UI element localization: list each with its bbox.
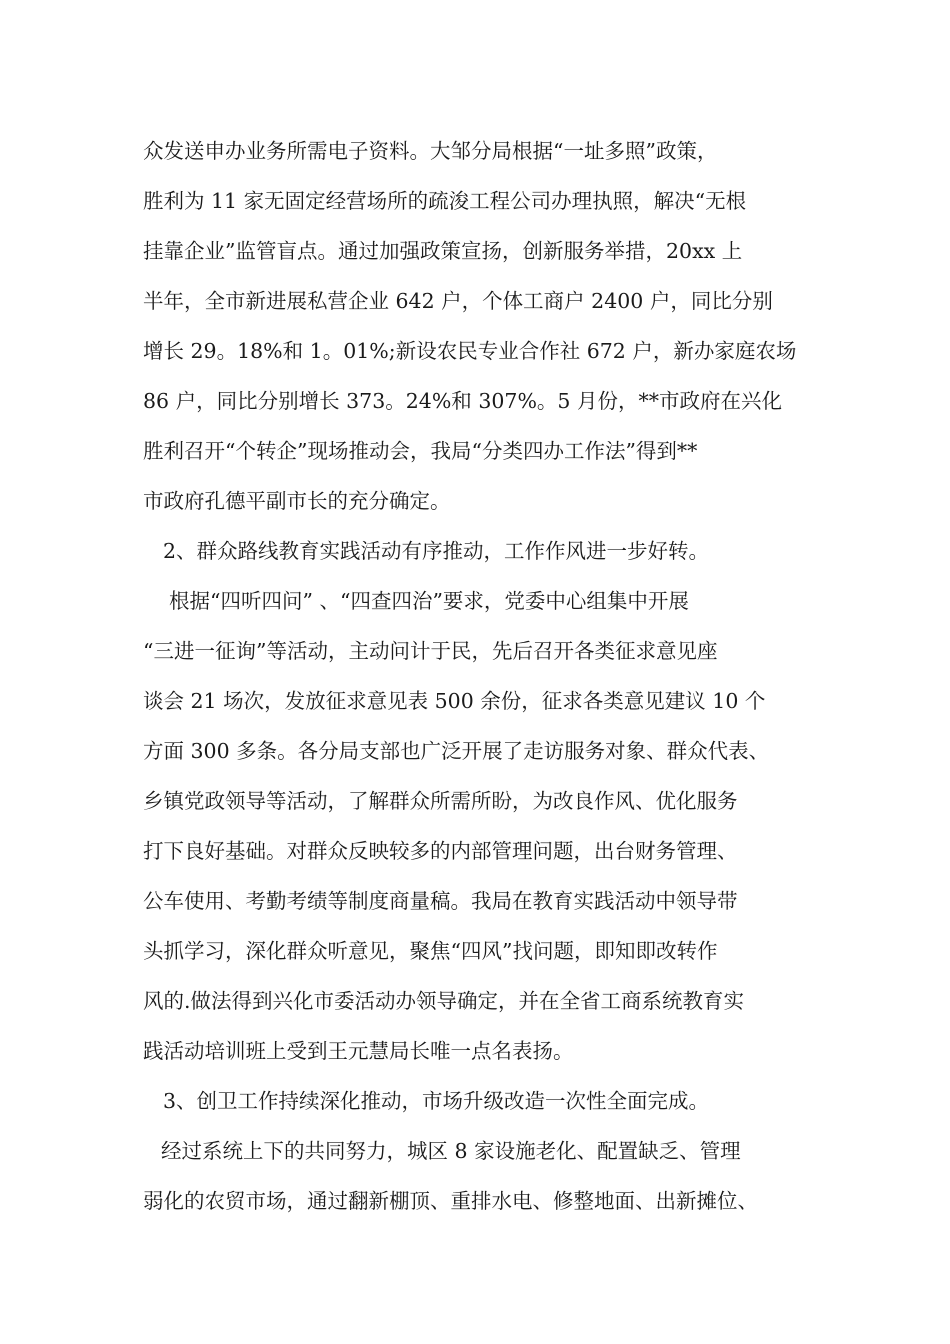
body-line: 谈会 21 场次，发放征求意见表 500 余份，征求各类意见建议 10 个 (143, 689, 766, 713)
body-line: 增长 29。18%和 1。01%;新设农民专业合作社 672 户，新办家庭农场 (143, 339, 797, 363)
body-line: 86 户，同比分别增长 373。24%和 307%。5 月份，**市政府在兴化 (143, 389, 782, 413)
paragraph-start-line: 经过系统上下的共同努力，城区 8 家设施老化、配置缺乏、管理 (161, 1139, 741, 1163)
body-line: 公车使用、考勤考绩等制度商量稿。我局在教育实践活动中领导带 (143, 889, 738, 913)
body-line: 众发送申办业务所需电子资料。大邹分局根据“一址多照”政策， (143, 139, 718, 163)
section-heading-3: 3、创卫工作持续深化推动，市场升级改造一次性全面完成。 (163, 1089, 710, 1113)
body-line: 风的.做法得到兴化市委活动办领导确定，并在全省工商系统教育实 (143, 989, 745, 1013)
body-line: “三进一征询”等活动，主动问计于民，先后召开各类征求意见座 (143, 639, 718, 663)
body-line: 胜利召开“个转企”现场推动会，我局“分类四办工作法”得到** (143, 439, 698, 463)
paragraph-start-line: 根据“四听四问” 、“四查四治”要求，党委中心组集中开展 (169, 589, 689, 613)
body-line: 头抓学习，深化群众听意见，聚焦“四风”找问题，即知即改转作 (143, 939, 718, 963)
body-line: 打下良好基础。对群众反映较多的内部管理问题，出台财务管理、 (143, 839, 738, 863)
body-line: 市政府孔德平副市长的充分确定。 (143, 489, 451, 513)
body-line: 胜利为 11 家无固定经营场所的疏浚工程公司办理执照，解决“无根 (143, 189, 747, 213)
body-line: 弱化的农贸市场，通过翻新棚顶、重排水电、修整地面、出新摊位、 (143, 1189, 758, 1213)
body-line: 方面 300 多条。各分局支部也广泛开展了走访服务对象、群众代表、 (143, 739, 770, 763)
section-heading-2: 2、群众路线教育实践活动有序推动，工作作风进一步好转。 (163, 539, 710, 563)
body-line: 半年，全市新进展私营企业 642 户，个体工商户 2400 户，同比分别 (143, 289, 773, 313)
document-body (143, 126, 843, 1226)
body-line: 挂靠企业”监管盲点。通过加强政策宣扬，创新服务举措，20xx 上 (143, 239, 743, 263)
body-line: 乡镇党政领导等活动，了解群众所需所盼，为改良作风、优化服务 (143, 789, 738, 813)
body-line: 践活动培训班上受到王元慧局长唯一点名表扬。 (143, 1039, 574, 1063)
